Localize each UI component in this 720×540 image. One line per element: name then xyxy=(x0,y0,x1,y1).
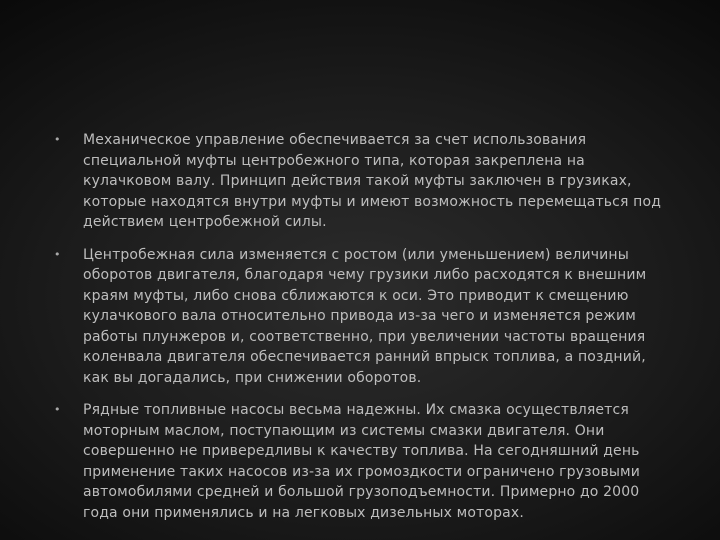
bullet-text: Механическое управление обеспечивается за счет использования специальной муфты центробежного типа, которая закреплена на кулачковом валу. Принцип действия такой муфты заключен в грузиках, которые находятся внутри муфты и имеют возможность перемещаться под действием центробежной силы. xyxy=(83,132,662,230)
bullet-item xyxy=(54,130,664,233)
bullet-text: Рядные топливные насосы весьма надежны. Их смазка осуществляется моторным маслом, поступающим из системы смазки двигателя. Они совершенно не привередливы к качеству топлива. На сегодняшний день применение таких насосов из-за их громоздкости ограничено грузовыми автомобилями средней и большой грузоподъемности. Примерно до 2000 года они применялись и на легковых дизельных моторах. xyxy=(83,402,641,521)
bullet-icon: • xyxy=(54,403,61,416)
bullet-icon: • xyxy=(54,247,61,261)
bullet-item xyxy=(54,245,664,389)
bullet-text: Центробежная сила изменяется с ростом (или уменьшением) величины оборотов двигателя, благодаря чему грузики либо расходятся к внешним краям муфты, либо снова сближаются к оси. Это приводит к смещению кулачкового вала относительно привода из-за чего и изменяется режим работы плунжеров и, соответственно, при увеличении частоты вращения коленвала двигателя обеспечивается ранний впрыск топлива, а поздний, как вы догадались, при снижении оборотов. xyxy=(83,246,647,386)
bullet-icon: • xyxy=(54,133,61,146)
bullet-item xyxy=(54,400,664,523)
bullet-list xyxy=(54,130,664,535)
